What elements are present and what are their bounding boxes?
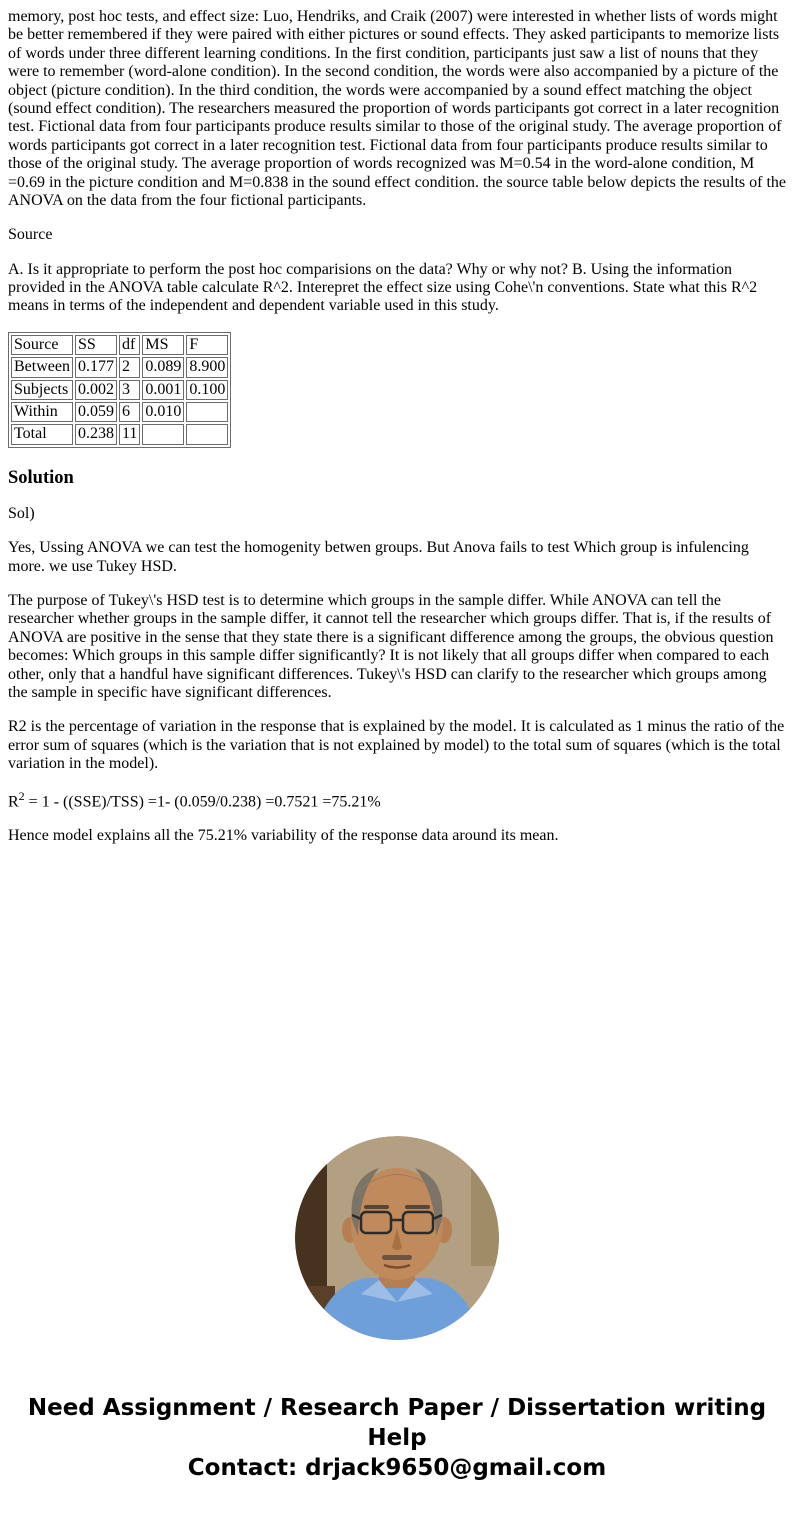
anova-table xyxy=(8,332,231,448)
table-cell: F xyxy=(186,335,228,355)
r2-formula xyxy=(8,790,786,812)
r2-formula-exponent: 2 xyxy=(18,788,25,803)
table-row xyxy=(11,357,228,377)
table-cell: 0.238 xyxy=(75,424,117,444)
table-cell: 2 xyxy=(119,357,140,377)
table-cell: 0.001 xyxy=(142,380,184,400)
table-row xyxy=(11,380,228,400)
table-cell: 0.010 xyxy=(142,402,184,422)
table-cell xyxy=(186,424,228,444)
table-cell: Between xyxy=(11,357,73,377)
table-cell: Within xyxy=(11,402,73,422)
table-cell: 0.089 xyxy=(142,357,184,377)
table-cell: 0.177 xyxy=(75,357,117,377)
table-cell: 11 xyxy=(119,424,140,444)
table-cell: 3 xyxy=(119,380,140,400)
table-cell: SS xyxy=(75,335,117,355)
table-cell: Source xyxy=(11,335,73,355)
table-row xyxy=(11,424,228,444)
anova-table-body xyxy=(11,335,228,445)
footer-contact-email: Contact: drjack9650@gmail.com xyxy=(187,1454,607,1481)
table-row xyxy=(11,335,228,355)
solution-heading: Solution xyxy=(8,467,74,488)
footer-help-text: Need Assignment / Research Paper / Dissertation writing Help xyxy=(27,1394,767,1451)
footer-banner xyxy=(8,1393,786,1483)
question-paragraph: A. Is it appropriate to perform the post hoc comparisions on the data? Why or why not? B. Using the information provided in the ANOVA table calculate R^2. Interepret the effect size using Cohe\'n conventions. State what this R^2 means in terms of the independent and dependent variable used in this study. xyxy=(8,260,758,315)
table-row xyxy=(11,402,228,422)
r2-formula-rest: = 1 - ((SSE)/TSS) =1- (0.059/0.238) =0.7521 =75.21% xyxy=(24,792,381,810)
table-cell: 0.100 xyxy=(186,380,228,400)
sol-label: Sol) xyxy=(8,504,35,522)
table-cell: 0.059 xyxy=(75,402,117,422)
conclusion-paragraph: Hence model explains all the 75.21% variability of the response data around its mean. xyxy=(8,827,559,845)
source-label: Source xyxy=(8,226,53,244)
table-cell: 0.002 xyxy=(75,380,117,400)
table-cell: Total xyxy=(11,424,73,444)
table-cell: 6 xyxy=(119,402,140,422)
answer-paragraph-tukey-intro: Yes, Ussing ANOVA we can test the homogenity betwen groups. But Anova fails to test Which group is infulencing more. we use Tukey HSD. xyxy=(8,539,749,575)
table-cell xyxy=(186,402,228,422)
table-cell: 8.900 xyxy=(186,357,228,377)
tutor-photo xyxy=(295,1136,499,1340)
answer-paragraph-tukey-purpose: The purpose of Tukey\'s HSD test is to determine which groups in the sample differ. While ANOVA can tell the researcher whether groups in the sample differ, it cannot tell the researcher which groups differ. That is, if the results of ANOVA are positive in the sense that they state there is a significant difference among the groups, the obvious question becomes: Which groups in this sample differ significantly? It is not likely that all groups differ when compared to each other, only that a handful have significant differences. Tukey\'s HSD can clarify to the researcher which groups among the sample in specific have significant differences. xyxy=(8,591,774,701)
table-cell: MS xyxy=(142,335,184,355)
avatar-container xyxy=(8,1136,786,1345)
r2-formula-base: R xyxy=(8,792,19,810)
answer-paragraph-r2-definition: R2 is the percentage of variation in the response that is explained by the model. It is calculated as 1 minus the ratio of the error sum of squares (which is the variation that is not explained by model) to the total sum of squares (which is the total variation in the model). xyxy=(8,718,785,773)
table-cell: df xyxy=(119,335,140,355)
intro-paragraph: memory, post hoc tests, and effect size: Luo, Hendriks, and Craik (2007) were interested in whether lists of words might be better remembered if they were paired with either pictures or sound effects. They asked participants to memorize lists of words under three different learning conditions. In the first condition, participants just saw a list of nouns that they were to remember (word-alone condition). In the second condition, the words were also accompanied by a picture of the object (picture condition). In the third condition, the words were accompanied by a sound effect matching the object (sound effect condition). The researchers measured the proportion of words participants got correct in a later recognition test. Fictional data from four participants produce results similar to those of the original study. The average proportion of words participants got correct in a later recognition test. Fictional data from four participants produce results similar to those of the original study. The average proportion of words recognized was M=0.54 in the word-alone condition, M =0.69 in the picture condition and M=0.838 in the sound effect condition. the source table below depicts the results of the ANOVA on the data from the four fictional participants. xyxy=(8,8,787,209)
table-cell xyxy=(142,424,184,444)
table-cell: Subjects xyxy=(11,380,73,400)
